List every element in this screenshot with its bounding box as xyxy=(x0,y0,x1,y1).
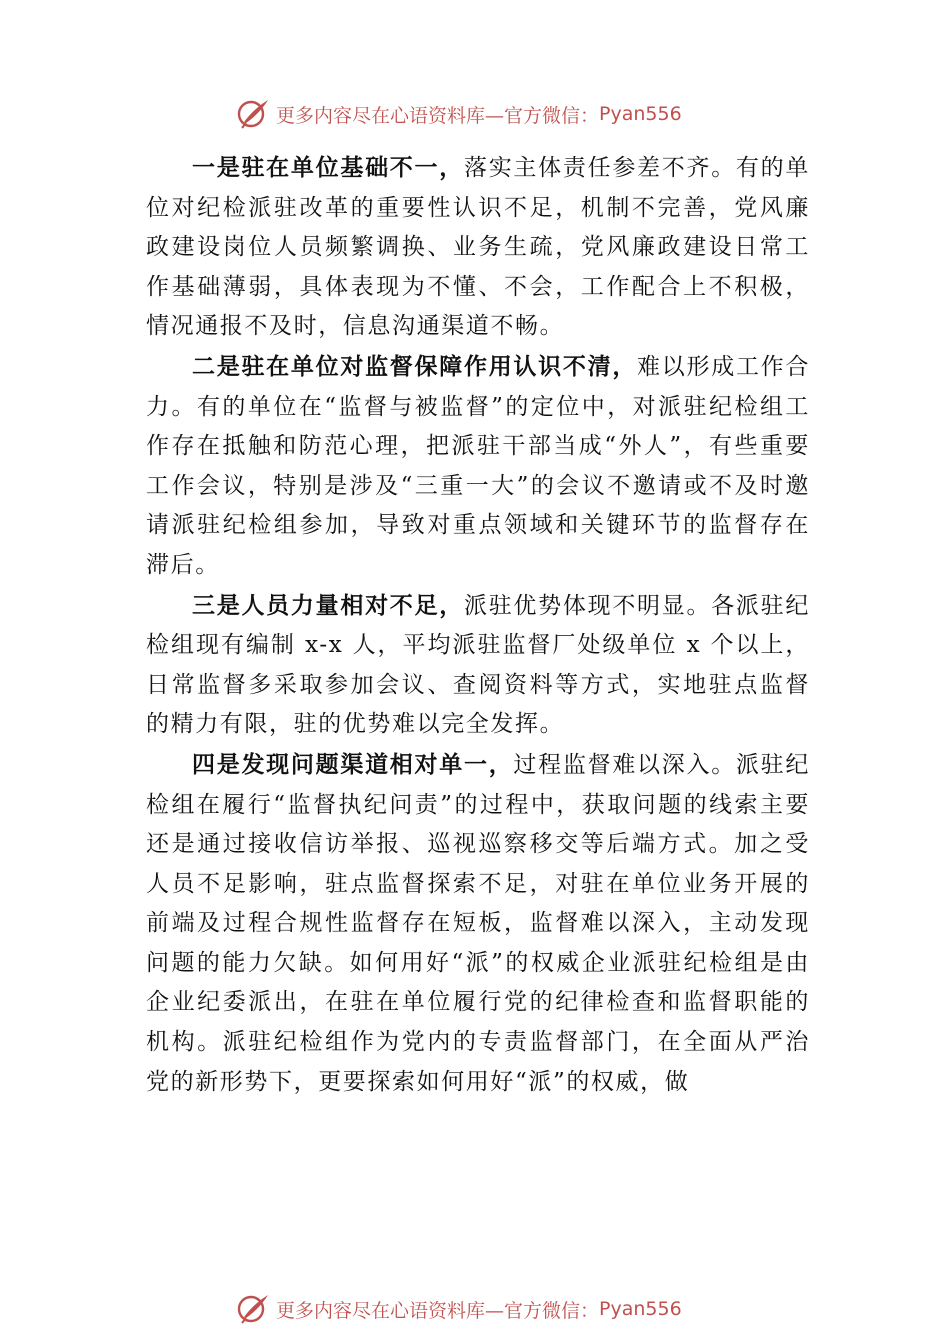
watermark-text: 更多内容尽在心语资料库—官方微信： xyxy=(276,1299,600,1322)
paragraph-lead: 一是驻在单位基础不一， xyxy=(192,154,464,181)
footer-watermark xyxy=(236,1291,756,1327)
paragraph-lead: 二是驻在单位对监督保障作用认识不清， xyxy=(192,352,638,380)
header-watermark xyxy=(236,96,756,132)
quill-logo-icon xyxy=(236,1292,270,1326)
paragraph-lead: 三是人员力量相对不足， xyxy=(192,591,464,619)
quill-logo-icon xyxy=(236,97,270,131)
paragraph-text: 派驻优势体现不明显。各派驻纪检组现有编制 x-x 人，平均派驻监督厂处级单位 x 个以上，日常监督多采取参加会议、查阅资料等方式，实地驻点监督的精力有限，驻的优势难以完全发挥。 xyxy=(146,592,810,738)
paragraph-text: 落实主体责任参差不齐。有的单位对纪检派驻改革的重要性认识不足，机制不完善，党风廉政建设岗位人员频繁调换、业务生疏，党风廉政建设日常工作基础薄弱，具体表现为不懂、不会，工作配合上不积极，情况通报不及时，信息沟通渠道不畅。 xyxy=(146,155,810,340)
document-body xyxy=(146,148,810,1102)
watermark-wechat-id: Pyan556 xyxy=(599,1298,682,1320)
paragraph-3 xyxy=(146,586,810,745)
paragraph-4 xyxy=(146,745,810,1102)
watermark-wechat-id: Pyan556 xyxy=(599,103,682,125)
paragraph-2 xyxy=(146,347,810,586)
paragraph-1 xyxy=(146,148,810,347)
paragraph-text: 难以形成工作合力。有的单位在“监督与被监督”的定位中，对派驻纪检组工作存在抵触和防范心理，把派驻干部当成“外人”，有些重要工作会议，特别是涉及“三重一大”的会议不邀请或不及时邀请派驻纪检组参加，导致对重点领域和关键环节的监督存在滞后。 xyxy=(146,353,810,578)
paragraph-text: 过程监督难以深入。派驻纪检组在履行“监督执纪问责”的过程中，获取问题的线索主要还是通过接收信访举报、巡视巡察移交等后端方式。加之受人员不足影响，驻点监督探索不足，对驻在单位业务开展的前端及过程合规性监督存在短板，监督难以深入，主动发现问题的能力欠缺。如何用好“派”的权威企业派驻纪检组是由企业纪委派出，在驻在单位履行党的纪律检查和监督职能的机构。派驻纪检组作为党内的专责监督部门，在全面从严治党的新形势下，更要探索如何用好“派”的权威，做 xyxy=(146,751,810,1095)
paragraph-lead: 四是发现问题渠道相对单一， xyxy=(192,750,514,778)
watermark-text: 更多内容尽在心语资料库—官方微信： xyxy=(276,104,600,127)
